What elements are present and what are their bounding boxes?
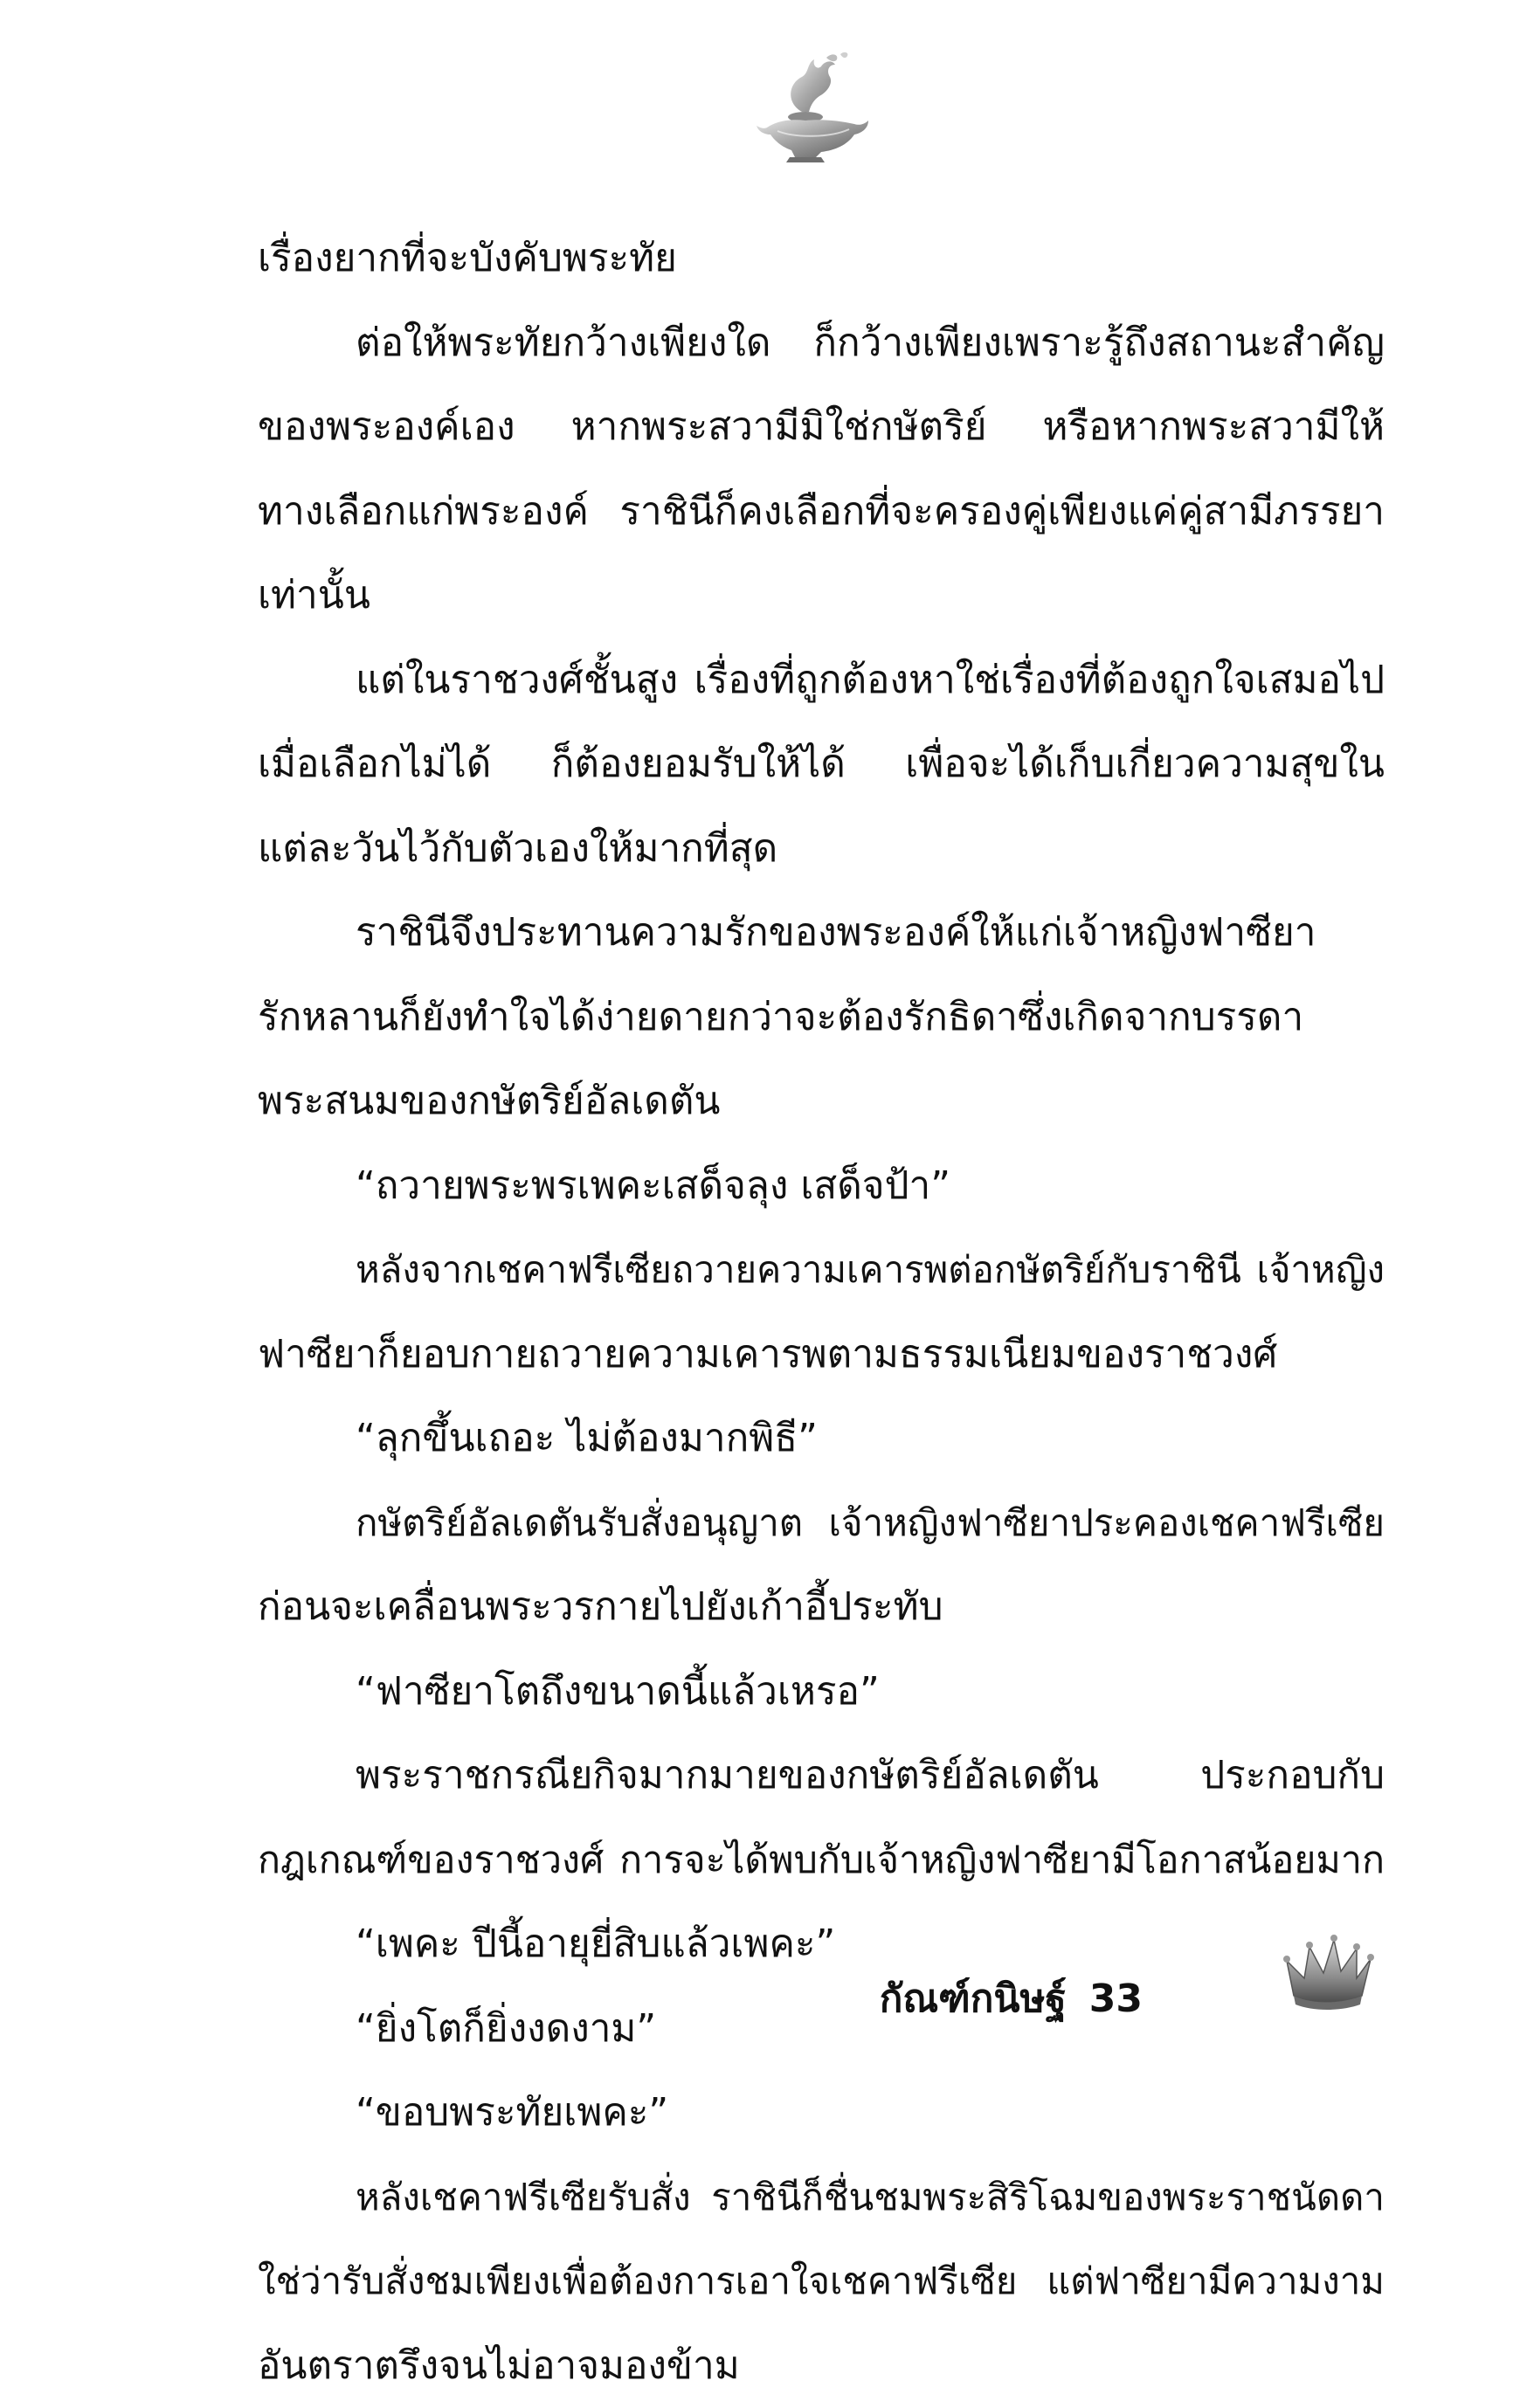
text-line: ต่อให้พระทัยกว้างเพียงใด ก็กว้างเพียงเพราะรู้ถึงสถานะสำคัญ xyxy=(258,301,1385,386)
text-line: รักหลานก็ยังทำใจได้ง่ายดายกว่าจะต้องรักธิดาซึ่งเกิดจากบรรดา xyxy=(258,976,1385,1060)
text-line: “ลุกขึ้นเถอะ ไม่ต้องมากพิธี” xyxy=(258,1397,1385,1481)
page-number: 33 xyxy=(1089,1977,1143,2021)
text-line: เท่านั้น xyxy=(258,554,1385,638)
page-footer xyxy=(880,1963,1274,2033)
body-text xyxy=(258,217,1385,2408)
text-line: ก่อนจะเคลื่อนพระวรกายไปยังเก้าอี้ประทับ xyxy=(258,1565,1385,1650)
text-line: ทางเลือกแก่พระองค์ ราชินีก็คงเลือกที่จะครองคู่เพียงแค่คู่สามีภรรยา xyxy=(258,470,1385,555)
text-line: “ขอบพระทัยเพคะ” xyxy=(258,2071,1385,2156)
text-line: “ยิ่งโตก็ยิ่งงดงาม” xyxy=(258,1987,1385,2072)
text-line: หลังจากเชคาฟรีเซียถวายความเคารพต่อกษัตริย์กับราชินี เจ้าหญิง xyxy=(258,1228,1385,1313)
text-line: ของพระองค์เอง หากพระสวามีมิใช่กษัตริย์ หรือหากพระสวามีให้ xyxy=(258,385,1385,470)
text-line: เรื่องยากที่จะบังคับพระทัย xyxy=(258,217,1385,301)
text-line: แต่ละวันไว้กับตัวเองให้มากที่สุด xyxy=(258,807,1385,892)
text-line: “ฟาซียาโตถึงขนาดนี้แล้วเหรอ” xyxy=(258,1650,1385,1735)
text-line: อันตราตรึงจนไม่อาจมองข้าม xyxy=(258,2324,1385,2408)
text-line: “ถวายพระพรเพคะเสด็จลุง เสด็จป้า” xyxy=(258,1144,1385,1229)
crown-icon xyxy=(1280,1935,1376,2013)
text-line: พระราชกรณียกิจมากมายของกษัตริย์อัลเดตัน ประกอบกับ xyxy=(258,1734,1385,1818)
genie-lamp-icon xyxy=(751,51,874,164)
text-line: ฟาซียาก็ยอบกายถวายความเคารพตามธรรมเนียมของราชวงศ์ xyxy=(258,1313,1385,1397)
text-line: ราชินีจึงประทานความรักของพระองค์ให้แก่เจ้าหญิงฟาซียา xyxy=(258,891,1385,976)
text-line: เมื่อเลือกไม่ได้ ก็ต้องยอมรับให้ได้ เพื่อจะได้เก็บเกี่ยวความสุขใน xyxy=(258,722,1385,807)
text-line: พระสนมของกษัตริย์อัลเดตัน xyxy=(258,1059,1385,1144)
text-line: กฎเกณฑ์ของราชวงศ์ การจะได้พบกับเจ้าหญิงฟาซียามีโอกาสน้อยมาก xyxy=(258,1818,1385,1903)
text-line: กษัตริย์อัลเดตันรับสั่งอนุญาต เจ้าหญิงฟาซียาประคองเชคาฟรีเซีย xyxy=(258,1481,1385,1566)
text-line: แต่ในราชวงศ์ชั้นสูง เรื่องที่ถูกต้องหาใช่เรื่องที่ต้องถูกใจเสมอไป xyxy=(258,638,1385,723)
text-line: “เพคะ ปีนี้อายุยี่สิบแล้วเพคะ” xyxy=(258,1902,1385,1987)
text-line: ใช่ว่ารับสั่งชมเพียงเพื่อต้องการเอาใจเชคาฟรีเซีย แต่ฟาซียามีความงาม xyxy=(258,2239,1385,2324)
text-line: หลังเชคาฟรีเซียรับสั่ง ราชินีก็ชื่นชมพระสิริโฉมของพระราชนัดดา xyxy=(258,2156,1385,2240)
author-name: กัณฑ์กนิษฐ์ xyxy=(880,1968,1067,2029)
